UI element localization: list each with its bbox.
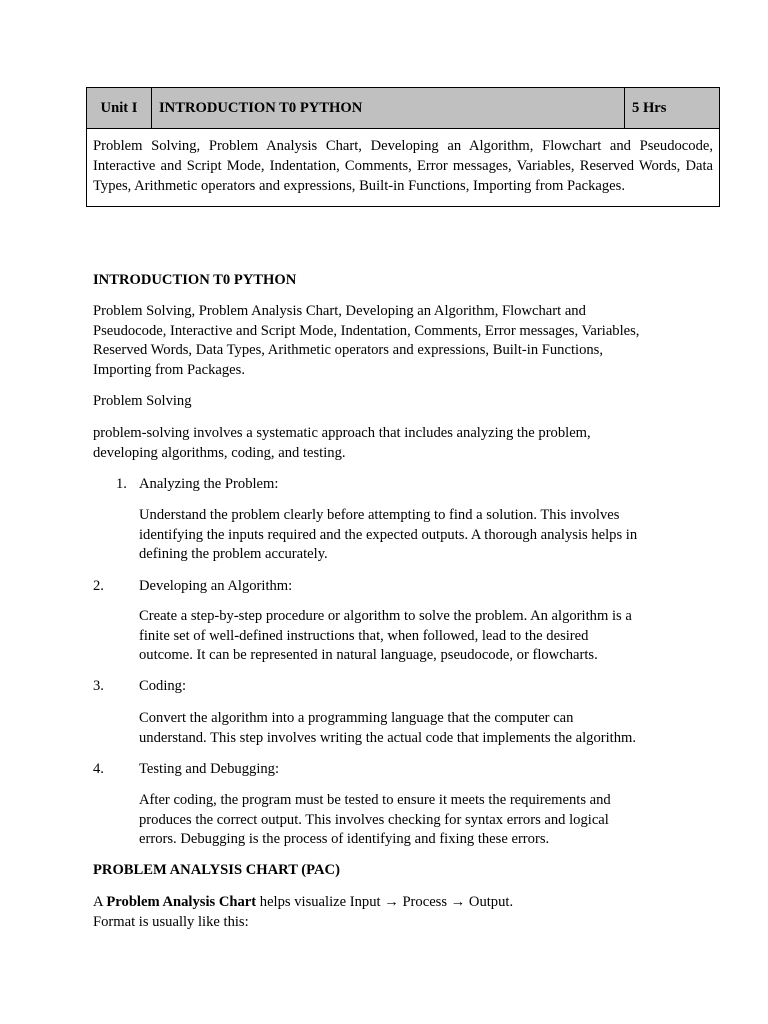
unit-table [86, 87, 720, 207]
pac-line [93, 893, 683, 913]
paragraph-line: developing algorithms, coding, and testing. [93, 444, 346, 461]
intro-line: Reserved Words, Data Types, Arithmetic operators and expressions, Built-in Functions, [93, 342, 603, 358]
pac-description [93, 893, 683, 932]
step-body [139, 506, 679, 565]
step-number: 1. [116, 476, 127, 492]
step-body [139, 791, 679, 850]
step-title: Analyzing the Problem: [139, 476, 279, 492]
pac-heading: PROBLEM ANALYSIS CHART (PAC) [93, 862, 340, 878]
pac-term: Problem Analysis Chart [106, 894, 257, 910]
step-title: Coding: [139, 678, 187, 694]
step-body-line: identifying the inputs required and the expected outputs. A thorough analysis helps in [139, 526, 638, 543]
step-body [139, 709, 679, 748]
step-body-line: Convert the algorithm into a programming language that the computer can [139, 710, 574, 726]
step-title: Testing and Debugging: [139, 761, 280, 777]
intro-line: Pseudocode, Interactive and Script Mode, Indentation, Comments, Error messages, Variables, [93, 322, 640, 339]
step-number: 3. [93, 678, 104, 694]
problem-solving-heading: Problem Solving [93, 393, 192, 409]
step-title: Developing an Algorithm: [139, 578, 293, 594]
step-body-line: produces the correct output. This involves checking for syntax errors and logical [139, 811, 609, 828]
step-body-line: finite set of well-defined instructions that, when followed, lead to the desired [139, 627, 589, 644]
pac-format-line: Format is usually like this: [93, 913, 249, 930]
paragraph-line: problem-solving involves a systematic approach that includes analyzing the problem, [93, 425, 591, 441]
section-heading: INTRODUCTION T0 PYTHON [93, 272, 297, 288]
intro-paragraph [93, 302, 683, 380]
intro-line: Importing from Packages. [93, 361, 245, 378]
intro-line: Problem Solving, Problem Analysis Chart, Developing an Algorithm, Flowchart and [93, 303, 586, 319]
step-body [139, 607, 679, 666]
problem-solving-paragraph [93, 424, 683, 463]
pac-line-prefix: A [93, 894, 107, 910]
step-body-line: After coding, the program must be tested to ensure it meets the requirements and [139, 792, 611, 808]
step-body-line: errors. Debugging is the process of identifying and fixing these errors. [139, 831, 550, 847]
unit-table-body-row [87, 129, 720, 207]
step-number: 4. [93, 761, 104, 777]
step-body-line: Create a step-by-step procedure or algorithm to solve the problem. An algorithm is a [139, 608, 632, 624]
step-body-line: understand. This step involves writing the actual code that implements the algorithm. [139, 729, 637, 746]
unit-label: Unit I [87, 88, 152, 129]
step-number: 2. [93, 578, 104, 594]
pac-line-suffix: helps visualize Input → Process → Output. [256, 894, 514, 910]
unit-table-header-row [87, 88, 720, 129]
step-body-line: defining the problem accurately. [139, 546, 328, 562]
step-body-line: Understand the problem clearly before attempting to find a solution. This involves [139, 507, 620, 523]
step-body-line: outcome. It can be represented in natural language, pseudocode, or flowcharts. [139, 647, 598, 663]
unit-hours: 5 Hrs [625, 88, 720, 129]
unit-title: INTRODUCTION T0 PYTHON [152, 88, 625, 129]
unit-topics: Problem Solving, Problem Analysis Chart, Developing an Algorithm, Flowchart and Pseudocode, Interactive and Script Mode, Indentation, Comments, Error messages, Variables, Reserved Words, Data Types, Arithmetic operators and expressions, Built-in Functions, Importing from Packages. [87, 129, 720, 207]
